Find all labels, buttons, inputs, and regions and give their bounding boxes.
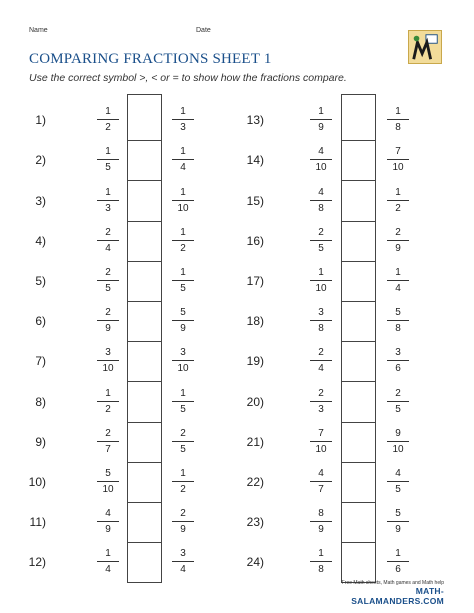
fraction-left <box>94 306 122 335</box>
numerator: 3 <box>180 548 186 560</box>
fraction-bar <box>387 401 409 402</box>
denominator: 4 <box>318 363 324 375</box>
numerator: 2 <box>318 347 324 359</box>
fraction-bar <box>310 280 332 281</box>
answer-box[interactable] <box>341 422 376 463</box>
answer-box[interactable] <box>341 261 376 302</box>
fraction-right <box>169 306 197 335</box>
problem-number: 3) <box>35 193 46 208</box>
problem-number: 2) <box>35 153 46 168</box>
problem-number: 6) <box>35 314 46 329</box>
fraction-bar <box>172 159 194 160</box>
numerator: 1 <box>180 226 186 238</box>
numerator: 3 <box>180 347 186 359</box>
numerator: 1 <box>395 266 401 278</box>
numerator: 1 <box>105 106 111 118</box>
fraction-bar <box>172 521 194 522</box>
fraction-bar <box>387 360 409 361</box>
denominator: 2 <box>395 202 401 214</box>
numerator: 2 <box>180 427 186 439</box>
denominator: 9 <box>180 323 186 335</box>
numerator: 5 <box>105 467 111 479</box>
fraction-left <box>307 266 335 295</box>
answer-box[interactable] <box>341 502 376 543</box>
fraction-left <box>307 507 335 536</box>
denominator: 8 <box>395 323 401 335</box>
denominator: 10 <box>315 162 327 174</box>
problem-number: 19) <box>246 354 264 369</box>
problem-number: 16) <box>246 233 264 248</box>
fraction-right <box>384 145 412 174</box>
fraction-bar <box>387 561 409 562</box>
fraction-right <box>384 387 412 416</box>
problem-number: 15) <box>246 193 264 208</box>
denominator: 2 <box>105 403 111 415</box>
problem-number: 7) <box>35 354 46 369</box>
denominator: 9 <box>318 122 324 134</box>
denominator: 3 <box>105 202 111 214</box>
numerator: 2 <box>395 387 401 399</box>
numerator: 1 <box>180 387 186 399</box>
fraction-left <box>307 427 335 456</box>
fraction-left <box>307 186 335 215</box>
fraction-bar <box>387 280 409 281</box>
denominator: 2 <box>180 242 186 254</box>
answer-box[interactable] <box>341 140 376 181</box>
answer-box[interactable] <box>127 221 162 262</box>
numerator: 1 <box>105 146 111 158</box>
numerator: 3 <box>395 347 401 359</box>
problem-number: 24) <box>246 555 264 570</box>
denominator: 4 <box>395 282 401 294</box>
problem-number: 12) <box>28 555 46 570</box>
numerator: 2 <box>395 226 401 238</box>
page-title: COMPARING FRACTIONS SHEET 1 <box>29 51 272 67</box>
fraction-right <box>169 186 197 215</box>
fraction-bar <box>97 280 119 281</box>
fraction-left <box>94 105 122 134</box>
numerator: 2 <box>318 387 324 399</box>
problem-number: 18) <box>246 314 264 329</box>
numerator: 5 <box>395 508 401 520</box>
fraction-right <box>169 346 197 375</box>
fraction-right <box>384 105 412 134</box>
numerator: 1 <box>395 106 401 118</box>
fraction-right <box>169 507 197 536</box>
fraction-right <box>169 266 197 295</box>
denominator: 10 <box>392 443 404 455</box>
answer-box[interactable] <box>341 381 376 422</box>
answer-box[interactable] <box>341 341 376 382</box>
problem-number: 22) <box>246 474 264 489</box>
problem-number: 8) <box>35 394 46 409</box>
answer-box[interactable] <box>127 180 162 221</box>
numerator: 1 <box>318 548 324 560</box>
numerator: 1 <box>180 106 186 118</box>
fraction-bar <box>387 159 409 160</box>
denominator: 9 <box>395 242 401 254</box>
denominator: 10 <box>177 363 189 375</box>
numerator: 1 <box>318 106 324 118</box>
denominator: 5 <box>180 403 186 415</box>
math-salamanders-logo <box>408 30 442 64</box>
numerator: 1 <box>105 186 111 198</box>
denominator: 5 <box>105 282 111 294</box>
fraction-bar <box>310 360 332 361</box>
fraction-left <box>307 306 335 335</box>
fraction-bar <box>97 441 119 442</box>
problem-number: 21) <box>246 434 264 449</box>
fraction-bar <box>172 561 194 562</box>
problem-number: 14) <box>246 153 264 168</box>
footer-site: MATH-SALAMANDERS.COM <box>351 586 444 606</box>
fraction-right <box>169 145 197 174</box>
denominator: 9 <box>105 323 111 335</box>
answer-box[interactable] <box>127 301 162 342</box>
name-label: Name <box>29 27 48 34</box>
denominator: 7 <box>105 443 111 455</box>
numerator: 2 <box>105 427 111 439</box>
fraction-right <box>384 467 412 496</box>
numerator: 1 <box>180 146 186 158</box>
denominator: 5 <box>105 162 111 174</box>
fraction-bar <box>172 360 194 361</box>
fraction-bar <box>172 240 194 241</box>
fraction-left <box>94 266 122 295</box>
denominator: 5 <box>180 282 186 294</box>
problem-number: 1) <box>35 113 46 128</box>
denominator: 10 <box>392 162 404 174</box>
fraction-bar <box>172 320 194 321</box>
denominator: 10 <box>102 363 114 375</box>
problem-number: 17) <box>246 273 264 288</box>
fraction-right <box>384 507 412 536</box>
denominator: 5 <box>180 443 186 455</box>
numerator: 1 <box>105 387 111 399</box>
fraction-bar <box>172 119 194 120</box>
fraction-right <box>169 467 197 496</box>
denominator: 3 <box>180 122 186 134</box>
date-label: Date <box>196 27 211 34</box>
answer-box[interactable] <box>127 542 162 583</box>
fraction-left <box>307 226 335 255</box>
problem-number: 11) <box>29 515 46 530</box>
numerator: 2 <box>105 307 111 319</box>
fraction-bar <box>97 119 119 120</box>
answer-box[interactable] <box>127 341 162 382</box>
fraction-bar <box>172 200 194 201</box>
numerator: 1 <box>395 548 401 560</box>
fraction-left <box>94 186 122 215</box>
numerator: 3 <box>105 347 111 359</box>
fraction-bar <box>310 159 332 160</box>
fraction-bar <box>387 240 409 241</box>
denominator: 9 <box>395 524 401 536</box>
fraction-left <box>94 467 122 496</box>
answer-box[interactable] <box>341 542 376 583</box>
answer-box[interactable] <box>127 261 162 302</box>
numerator: 4 <box>318 467 324 479</box>
denominator: 5 <box>318 242 324 254</box>
fraction-bar <box>387 481 409 482</box>
denominator: 8 <box>318 323 324 335</box>
numerator: 2 <box>105 226 111 238</box>
fraction-bar <box>387 441 409 442</box>
denominator: 10 <box>102 483 114 495</box>
denominator: 4 <box>105 564 111 576</box>
denominator: 6 <box>395 564 401 576</box>
fraction-right <box>169 427 197 456</box>
denominator: 7 <box>318 483 324 495</box>
denominator: 10 <box>177 202 189 214</box>
denominator: 6 <box>395 363 401 375</box>
fraction-right <box>384 186 412 215</box>
numerator: 5 <box>180 307 186 319</box>
fraction-bar <box>310 200 332 201</box>
numerator: 2 <box>105 266 111 278</box>
denominator: 8 <box>318 202 324 214</box>
numerator: 1 <box>105 548 111 560</box>
numerator: 9 <box>395 427 401 439</box>
answer-box[interactable] <box>127 422 162 463</box>
denominator: 5 <box>395 483 401 495</box>
denominator: 5 <box>395 403 401 415</box>
fraction-left <box>94 547 122 576</box>
fraction-bar <box>97 159 119 160</box>
numerator: 1 <box>180 266 186 278</box>
fraction-bar <box>172 481 194 482</box>
fraction-left <box>307 145 335 174</box>
fraction-bar <box>97 200 119 201</box>
fraction-bar <box>310 481 332 482</box>
footer-logo <box>326 580 444 604</box>
fraction-bar <box>310 521 332 522</box>
answer-box[interactable] <box>127 502 162 543</box>
fraction-bar <box>310 320 332 321</box>
answer-box[interactable] <box>127 140 162 181</box>
numerator: 1 <box>180 467 186 479</box>
numerator: 1 <box>318 266 324 278</box>
denominator: 8 <box>318 564 324 576</box>
fraction-right <box>384 427 412 456</box>
problem-number: 5) <box>35 273 46 288</box>
fraction-bar <box>97 240 119 241</box>
numerator: 4 <box>395 467 401 479</box>
denominator: 10 <box>315 443 327 455</box>
numerator: 1 <box>395 186 401 198</box>
denominator: 9 <box>318 524 324 536</box>
fraction-right <box>384 346 412 375</box>
fraction-left <box>94 145 122 174</box>
numerator: 5 <box>395 307 401 319</box>
fraction-bar <box>310 119 332 120</box>
fraction-bar <box>310 441 332 442</box>
fraction-right <box>169 387 197 416</box>
denominator: 10 <box>315 282 327 294</box>
fraction-left <box>307 467 335 496</box>
answer-box[interactable] <box>127 462 162 503</box>
answer-box[interactable] <box>341 180 376 221</box>
fraction-bar <box>310 240 332 241</box>
fraction-bar <box>97 521 119 522</box>
answer-box[interactable] <box>341 94 376 141</box>
instructions: Use the correct symbol >, < or = to show how the fractions compare. <box>29 72 347 84</box>
fraction-left <box>94 226 122 255</box>
fraction-bar <box>97 481 119 482</box>
fraction-left <box>307 547 335 576</box>
fraction-left <box>307 105 335 134</box>
denominator: 4 <box>180 564 186 576</box>
numerator: 4 <box>318 186 324 198</box>
denominator: 8 <box>395 122 401 134</box>
answer-box[interactable] <box>341 301 376 342</box>
numerator: 7 <box>395 146 401 158</box>
denominator: 9 <box>105 524 111 536</box>
numerator: 4 <box>105 508 111 520</box>
denominator: 2 <box>105 122 111 134</box>
answer-box[interactable] <box>127 381 162 422</box>
fraction-right <box>384 306 412 335</box>
numerator: 8 <box>318 508 324 520</box>
fraction-bar <box>97 401 119 402</box>
footer-tagline: Free Math sheets, Math games and Math help <box>341 580 444 586</box>
problem-number: 9) <box>35 434 46 449</box>
numerator: 2 <box>180 508 186 520</box>
fraction-left <box>307 346 335 375</box>
fraction-right <box>169 226 197 255</box>
problem-number: 13) <box>246 113 264 128</box>
fraction-bar <box>387 320 409 321</box>
denominator: 2 <box>180 483 186 495</box>
numerator: 2 <box>318 226 324 238</box>
numerator: 7 <box>318 427 324 439</box>
fraction-bar <box>387 119 409 120</box>
numerator: 4 <box>318 146 324 158</box>
problem-number: 4) <box>35 233 46 248</box>
fraction-right <box>169 547 197 576</box>
fraction-right <box>384 226 412 255</box>
problem-number: 20) <box>246 394 264 409</box>
fraction-left <box>94 346 122 375</box>
fraction-right <box>384 266 412 295</box>
fraction-bar <box>172 280 194 281</box>
fraction-bar <box>172 441 194 442</box>
fraction-left <box>307 387 335 416</box>
fraction-bar <box>97 360 119 361</box>
fraction-bar <box>310 401 332 402</box>
numerator: 3 <box>318 307 324 319</box>
problem-number: 23) <box>246 515 264 530</box>
fraction-bar <box>97 561 119 562</box>
denominator: 3 <box>318 403 324 415</box>
denominator: 4 <box>105 242 111 254</box>
fraction-left <box>94 387 122 416</box>
fraction-left <box>94 507 122 536</box>
problem-number: 10) <box>28 474 46 489</box>
answer-box[interactable] <box>127 94 162 141</box>
fraction-right <box>169 105 197 134</box>
fraction-bar <box>97 320 119 321</box>
fraction-left <box>94 427 122 456</box>
answer-box[interactable] <box>341 462 376 503</box>
fraction-bar <box>387 521 409 522</box>
fraction-bar <box>310 561 332 562</box>
denominator: 4 <box>180 162 186 174</box>
answer-box[interactable] <box>341 221 376 262</box>
denominator: 9 <box>180 524 186 536</box>
fraction-bar <box>387 200 409 201</box>
fraction-right <box>384 547 412 576</box>
fraction-bar <box>172 401 194 402</box>
numerator: 1 <box>180 186 186 198</box>
